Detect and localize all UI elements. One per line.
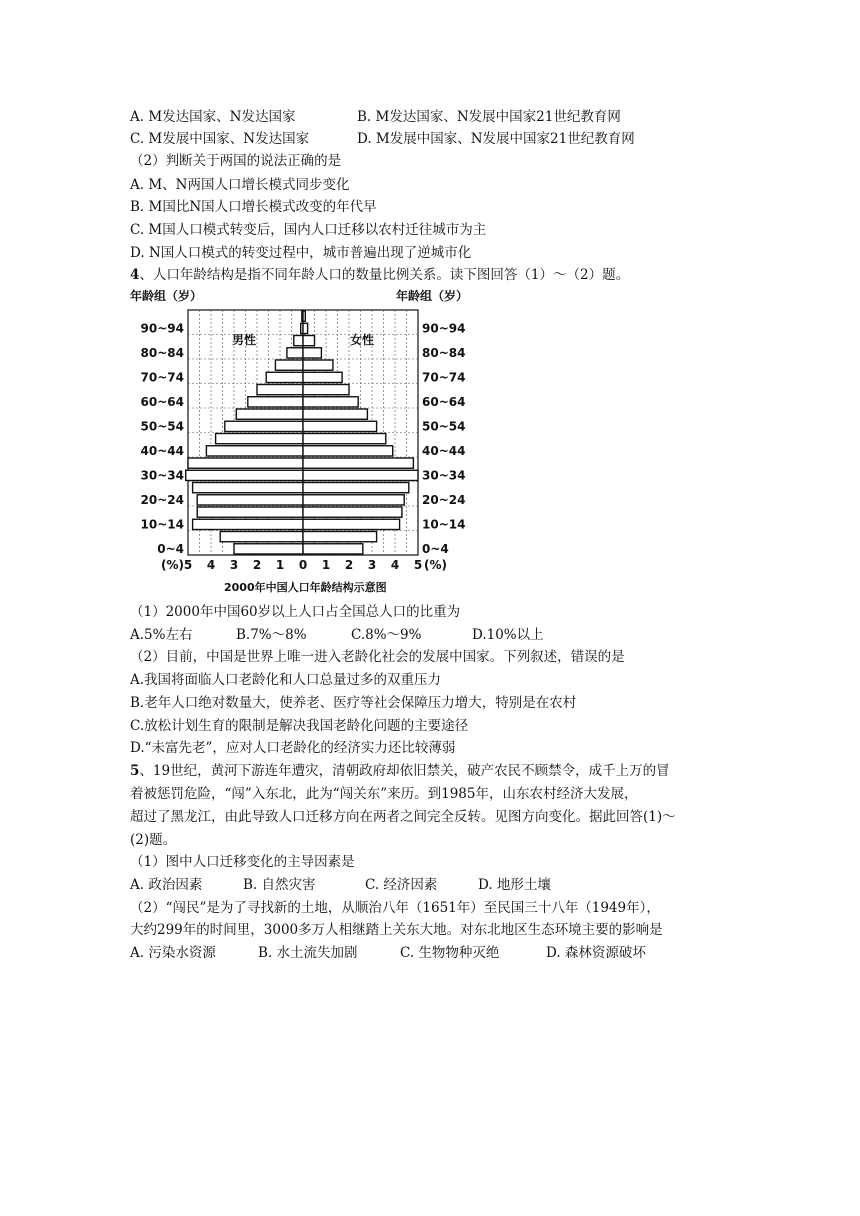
q5-2-stem-line1: （2）“闯民”是为了寻找新的土地，从顺治八年（1651年）至民国三十八年（1949年）， [130,900,660,916]
q3-option-b: B. M发达国家、N发展中国家21世纪教育网 [357,109,621,125]
q5-2-stem-line2: 大约299年的时间里，3000多万人相继踏上关东大地。对东北地区生态环境主要的影响是 [130,922,663,938]
q3-2-stem: （2）判断关于两国的说法正确的是 [130,153,342,169]
x-tick-label: 2 [252,558,262,572]
male-bar [186,470,303,480]
male-bar [248,397,303,407]
q4-2-option-a: A.我国将面临人口老龄化和人口总量过多的双重压力 [130,672,442,688]
q4-2-option-c: C.放松计划生育的限制是解决我国老龄化问题的主要途径 [130,718,469,734]
male-bar [257,385,303,395]
female-bar [303,360,333,370]
chart-title: 2000年中国人口年龄结构示意图 [224,581,387,594]
q5-stem-text1: 、19世纪，黄河下游连年遭灾，清朝政府却依旧禁关，破产农民不顾禁令，成千上万的冒 [139,763,670,779]
q4-number: 4 [130,267,140,283]
q5-number: 5 [130,763,140,779]
age-tick-label-right: 50~54 [422,419,466,434]
q4-1-option-d: D.10%以上 [472,627,544,643]
male-label: 男性 [232,333,257,347]
q3-option-d: D. M发展中国家、N发展中国家21世纪教育网 [357,131,635,147]
female-bar [303,446,393,456]
q5-2-option-d: D. 森林资源破坏 [546,945,646,961]
q5-stem-line3: 超过了黑龙江，由此导致人口迁移方向在两者之间完全反转。见图方向变化。据此回答(1)～ [130,809,676,825]
x-tick-label: 1 [275,558,285,572]
male-bar [287,348,303,358]
q4-2-option-d: D.“未富先老”，应对人口老龄化的经济实力还比较薄弱 [130,740,456,756]
age-tick-label-left: 10~14 [140,517,184,532]
male-bar [275,360,303,370]
age-tick-label-left: 40~44 [140,443,184,458]
female-bar [303,532,377,542]
male-bar [294,336,303,346]
q4-2-option-b: B.老年人口绝对数量大，使养老、医疗等社会保障压力增大，特别是在农村 [130,695,577,711]
female-bar [303,372,342,382]
age-tick-label-right: 60~64 [422,394,466,409]
q4-stem [130,266,629,284]
female-bar [303,385,349,395]
ylabel-right: 年龄组（岁） [396,289,469,303]
q5-2-option-a: A. 污染水资源 [130,945,216,961]
pyramid-svg [128,285,469,595]
x-tick-label: 4 [206,558,216,572]
x-tick-label: 2 [344,558,354,572]
age-tick-label-right: 30~34 [422,468,466,483]
female-bar [303,336,315,346]
age-tick-label-right: 90~94 [422,321,466,336]
population-pyramid-chart [128,285,469,595]
male-bar [225,421,303,431]
q5-1-stem: （1）图中人口迁移变化的主导因素是 [130,854,355,870]
q5-1-option-d: D. 地形土壤 [478,877,551,893]
q3-2-option-b: B. M国比N国人口增长模式改变的年代早 [130,199,377,215]
male-bar [193,519,303,529]
age-tick-label-left: 30~34 [140,468,184,483]
male-bar [206,446,303,456]
age-tick-label-right: 40~44 [422,443,466,458]
female-bar [303,409,367,419]
x-unit-right: (%) [424,558,447,572]
q5-stem-line1 [130,762,670,780]
female-label: 女性 [350,333,375,347]
age-tick-label-right: 10~14 [422,517,466,532]
q4-1-option-b: B.7%～8% [236,627,307,643]
age-tick-label-right: 20~24 [422,492,466,507]
q4-stem-text: 、人口年龄结构是指不同年龄人口的数量比例关系。读下图回答（1）～（2）题。 [139,267,630,283]
female-bar [303,348,321,358]
female-bar [303,421,377,431]
x-unit-left: (%) [161,558,184,572]
male-bar [234,544,303,554]
female-bar [303,458,413,468]
age-tick-label-left: 20~24 [140,492,184,507]
q5-2-option-b: B. 水土流失加剧 [258,945,358,961]
age-tick-label-right: 80~84 [422,345,466,360]
q4-1-option-c: C.8%～9% [351,627,422,643]
q3-2-option-a: A. M、N两国人口增长模式同步变化 [130,177,350,193]
q5-1-option-a: A. 政治因素 [130,877,203,893]
ylabel-left: 年龄组（岁） [130,289,203,303]
q3-option-a: A. M发达国家、N发达国家 [130,109,296,125]
q5-stem-line4: (2)题。 [130,832,177,848]
female-bar [303,544,363,554]
female-bar [303,470,418,480]
q5-stem-line2: 着被惩罚危险，“闯”入东北，此为“闯关东”来历。到1985年，山东农村经济大发展， [130,786,638,802]
male-bar [236,409,303,419]
female-bar [303,519,400,529]
q3-2-option-c: C. M国人口模式转变后，国内人口迁移以农村迁往城市为主 [130,222,487,238]
age-tick-label-left: 50~54 [140,419,184,434]
q3-2-option-d: D. N国人口模式的转变过程中，城市普遍出现了逆城市化 [130,245,472,261]
x-tick-label: 3 [367,558,377,572]
x-tick-label: 3 [229,558,239,572]
q5-1-option-b: B. 自然灾害 [243,877,316,893]
female-bar [303,495,404,505]
age-tick-label-left: 80~84 [140,345,184,360]
male-bar [216,434,303,444]
female-bar [303,434,386,444]
female-bar [303,507,402,517]
age-tick-label-left: 70~74 [140,370,184,385]
male-bar [197,507,303,517]
q3-option-c: C. M发展中国家、N发达国家 [130,131,310,147]
female-bar [303,323,308,333]
q5-1-option-c: C. 经济因素 [365,877,438,893]
age-tick-label-right: 70~74 [422,370,466,385]
q5-2-option-c: C. 生物物种灭绝 [400,945,500,961]
x-tick-label: 5 [183,558,193,572]
q4-1-stem: （1）2000年中国60岁以上人口占全国总人口的比重为 [130,604,461,620]
x-tick-label: 5 [413,558,423,572]
male-bar [188,458,303,468]
age-tick-label-left: 60~64 [140,394,184,409]
chart-grid [188,310,418,555]
x-tick-label: 4 [390,558,400,572]
male-bar [266,372,303,382]
female-bar [303,397,358,407]
male-bar [220,532,303,542]
age-tick-label-right: 0~4 [422,541,449,556]
male-bar [193,483,303,493]
male-bar [197,495,303,505]
q4-2-stem: （2）目前，中国是世界上唯一进入老龄化社会的发展中国家。下列叙述，错误的是 [130,649,625,665]
age-tick-label-left: 90~94 [140,321,184,336]
x-tick-label: 0 [298,558,308,572]
x-tick-label: 1 [321,558,331,572]
female-bar [303,483,409,493]
q4-1-option-a: A.5%左右 [130,627,193,643]
age-tick-label-left: 0~4 [157,541,184,556]
female-bar [303,311,305,321]
